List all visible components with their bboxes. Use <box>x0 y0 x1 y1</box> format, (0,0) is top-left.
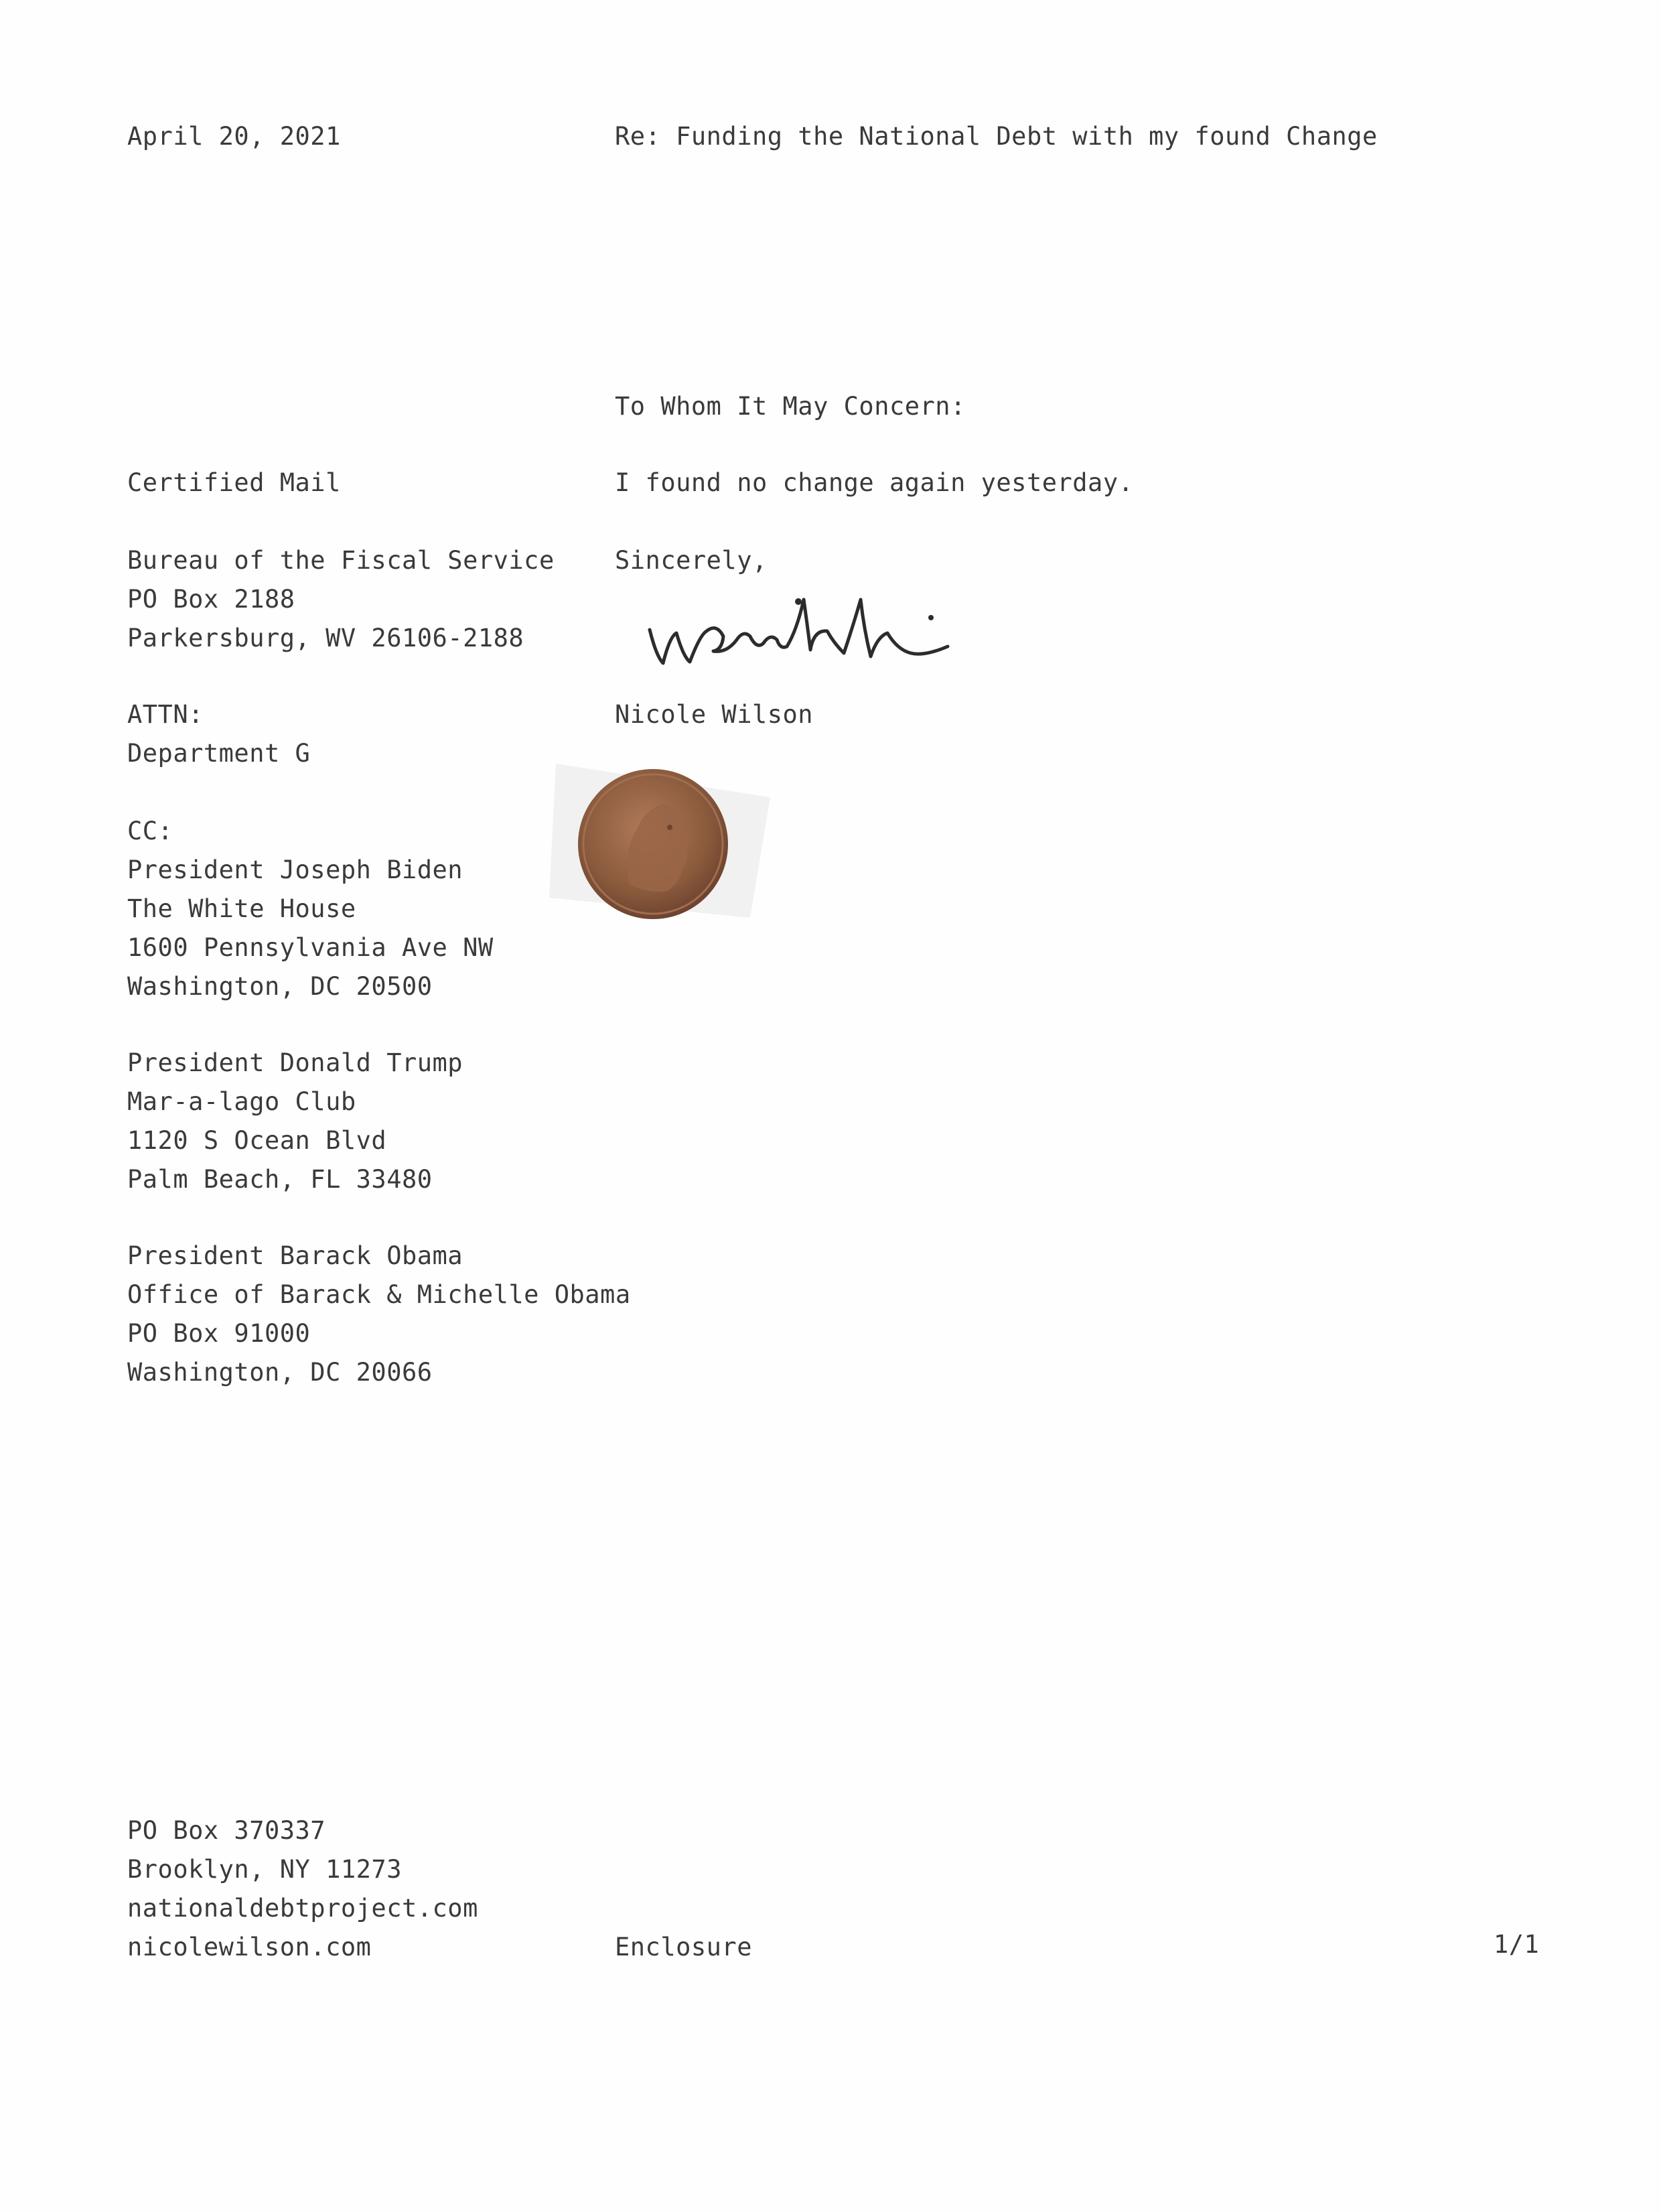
sender-line: Brooklyn, NY 11273 <box>127 1855 402 1884</box>
cc-block <box>127 812 494 1006</box>
signer-name: Nicole Wilson <box>615 700 814 729</box>
page-number: 1/1 <box>1494 1930 1540 1959</box>
penny-coin-image <box>549 750 790 924</box>
cc-line: Office of Barack & Michelle Obama <box>127 1280 631 1309</box>
enclosure-label: Enclosure <box>615 1933 752 1961</box>
message-text: I found no change again yesterday. <box>615 468 1134 497</box>
salutation: To Whom It May Concern: <box>615 392 966 421</box>
delivery-method: Certified Mail <box>127 468 341 497</box>
cc-line: 1600 Pennsylvania Ave NW <box>127 933 494 962</box>
closing: Sincerely, <box>615 546 768 575</box>
handwritten-signature <box>643 583 964 677</box>
cc-line: Washington, DC 20500 <box>127 972 433 1001</box>
cc-line: President Barack Obama <box>127 1241 463 1270</box>
recipient-line: Parkersburg, WV 26106-2188 <box>127 624 524 652</box>
sender-address <box>127 1811 478 1967</box>
cc-line: The White House <box>127 894 356 923</box>
cc-recipient-obama <box>127 1237 631 1392</box>
attn-label: ATTN: <box>127 700 204 729</box>
cc-line: PO Box 91000 <box>127 1319 311 1348</box>
sender-website[interactable]: nationaldebtproject.com <box>127 1894 478 1923</box>
recipient-line: PO Box 2188 <box>127 585 295 614</box>
cc-label: CC: <box>127 817 173 845</box>
cc-recipient-trump <box>127 1044 463 1199</box>
attention-block <box>127 695 310 773</box>
attn-department: Department G <box>127 739 311 768</box>
cc-line: President Donald Trump <box>127 1048 463 1077</box>
cc-line: President Joseph Biden <box>127 855 463 884</box>
cc-line: Palm Beach, FL 33480 <box>127 1165 433 1194</box>
recipient-address <box>127 541 555 658</box>
subject-line: Re: Funding the National Debt with my found Change <box>615 122 1378 151</box>
cc-line: Mar-a-lago Club <box>127 1087 356 1116</box>
sender-line: PO Box 370337 <box>127 1816 326 1845</box>
recipient-line: Bureau of the Fiscal Service <box>127 546 555 575</box>
cc-line: 1120 S Ocean Blvd <box>127 1126 387 1155</box>
sender-website[interactable]: nicolewilson.com <box>127 1933 372 1961</box>
letter-date: April 20, 2021 <box>127 122 341 151</box>
cc-line: Washington, DC 20066 <box>127 1358 433 1387</box>
